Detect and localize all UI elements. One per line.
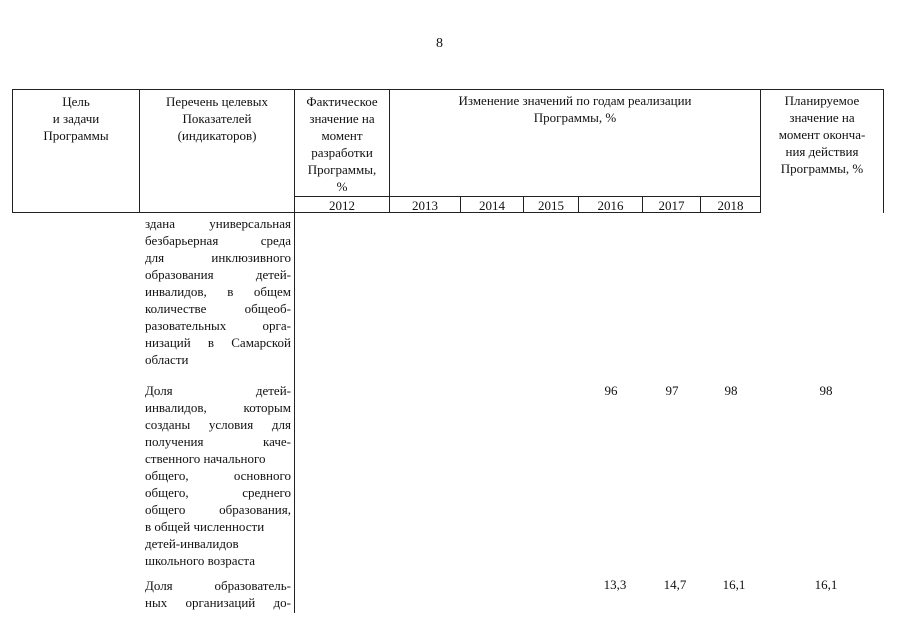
year-2018: 2018 bbox=[717, 198, 744, 213]
year-2015: 2015 bbox=[538, 198, 564, 213]
indicator-row-2: Доля детей- инвалидов, которым созданы условия для получения каче- ственного начального общего, основного общего, среднего общего образования, в общей численности детей-инвалидов школьного возраста bbox=[145, 383, 291, 568]
year-2013: 2013 bbox=[412, 198, 438, 213]
header-planned-value: Планируемое значение на момент оконча- ния действия Программы, % bbox=[778, 93, 866, 176]
value-2017-row-2: 97 bbox=[665, 383, 679, 398]
header-actual-value: Фактическое значение на момент разработки Программы, % bbox=[306, 94, 378, 194]
value-2017-row-3: 14,7 bbox=[663, 577, 687, 592]
year-2017: 2017 bbox=[658, 198, 685, 213]
value-planned-row-2: 98 bbox=[819, 383, 833, 398]
page-number: 8 bbox=[436, 36, 443, 51]
header-goal: Цель и задачи Программы bbox=[43, 94, 109, 143]
value-planned-row-3: 16,1 bbox=[814, 577, 838, 592]
indicator-row-1: здана универсальная безбарьерная среда для инклюзивного образования детей- инвалидов, в общем количестве общеоб- разовательных орга- низаций в Самарской области bbox=[145, 216, 291, 367]
value-2016-row-2: 96 bbox=[604, 383, 618, 398]
year-2016: 2016 bbox=[597, 198, 624, 213]
value-2016-row-3: 13,3 bbox=[603, 577, 627, 592]
value-2018-row-3: 16,1 bbox=[722, 577, 746, 592]
header-change-by-years: Изменение значений по годам реализации Программы, % bbox=[458, 93, 692, 125]
header-indicators: Перечень целевых Показателей (индикаторов) bbox=[166, 94, 268, 143]
year-2014: 2014 bbox=[479, 198, 505, 213]
indicator-row-3: Доля образователь- ных организаций до- bbox=[145, 578, 291, 610]
value-2018-row-2: 98 bbox=[724, 383, 738, 398]
year-2012: 2012 bbox=[329, 198, 355, 213]
